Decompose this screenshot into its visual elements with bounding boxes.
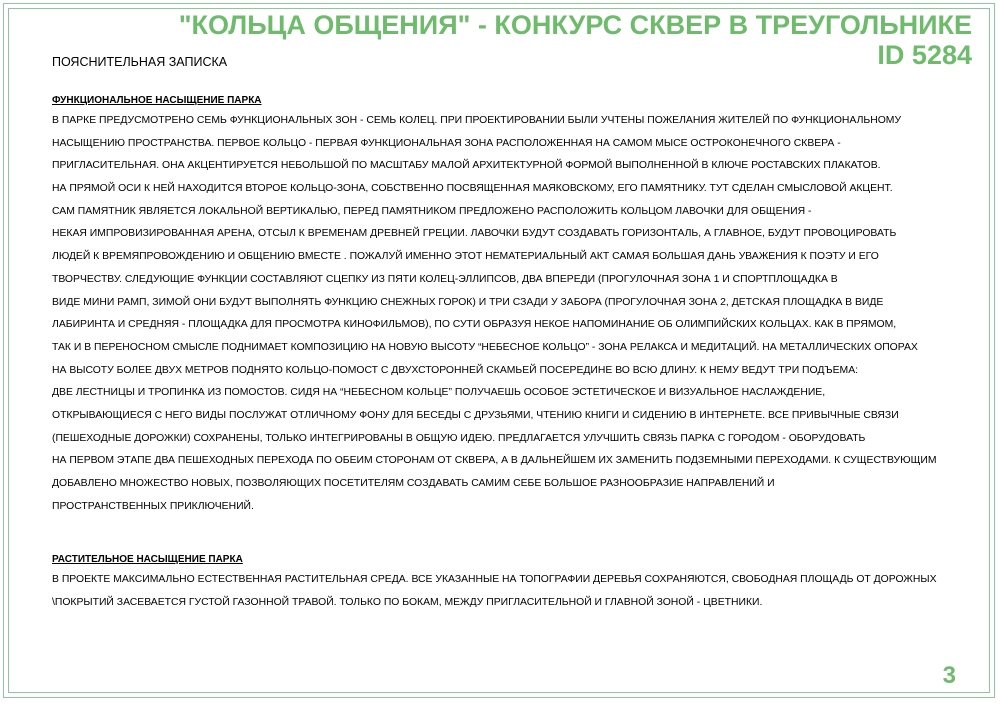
title-line-1: "КОЛЬЦА ОБЩЕНИЯ" - КОНКУРС СКВЕР В ТРЕУГОЛЬНИКЕ [178,10,972,40]
section-body-planting [52,573,937,618]
title-id: ID 5284 [877,40,972,70]
text-line: НА ПЕРВОМ ЭТАПЕ ДВА ПЕШЕХОДНЫХ ПЕРЕХОДА ПО ОБЕИМ СТОРОНАМ ОТ СКВЕРА, А В ДАЛЬНЕЙШЕМ ИХ ЗАМЕНИТЬ ПОДЗЕМНЫМИ ПЕРЕХОДАМИ. К СУЩЕСТВУЮЩИМ [52,455,937,467]
text-line: ТВОРЧЕСТВУ. СЛЕДУЮЩИЕ ФУНКЦИИ СОСТАВЛЯЮТ СЦЕПКУ ИЗ ПЯТИ КОЛЕЦ-ЭЛЛИПСОВ, ДВА ВПЕРЕДИ (ПРОГУЛОЧНАЯ ЗОНА 1 И СПОРТПЛОЩАДКА В [52,273,838,285]
text-line: ДВЕ ЛЕСТНИЦЫ И ТРОПИНКА ИЗ ПОМОСТОВ. СИДЯ НА “НЕБЕСНОМ КОЛЬЦЕ” ПОЛУЧАЕШЬ ОСОБОЕ ЭСТЕТИЧЕСКОЕ И ВИЗУАЛЬНОЕ НАСЛАЖДЕНИЕ, [52,387,826,399]
text-line: НА ПРЯМОЙ ОСИ К НЕЙ НАХОДИТСЯ ВТОРОЕ КОЛЬЦО-ЗОНА, СОБСТВЕННО ПОСВЯЩЕННАЯ МАЯКОВСКОМУ, ЕГО ПАМЯТНИКУ. ТУТ СДЕЛАН СМЫСЛОВОЙ АКЦЕНТ. [52,183,893,195]
section-heading-planting: РАСТИТЕЛЬНОЕ НАСЫЩЕНИЕ ПАРКА [52,554,243,565]
text-line: ТАК И В ПЕРЕНОСНОМ СМЫСЛЕ ПОДНИМАЕТ КОМПОЗИЦИЮ НА НОВУЮ ВЫСОТУ “НЕБЕСНОЕ КОЛЬЦО” - ЗОНА РЕЛАКСА И МЕДИТАЦИЙ. НА МЕТАЛЛИЧЕСКИХ ОПОРАХ [52,341,918,353]
text-line: (ПЕШЕХОДНЫЕ ДОРОЖКИ) СОХРАНЕНЫ, ТОЛЬКО ИНТЕГРИРОВАНЫ В ОБЩУЮ ИДЕЮ. ПРЕДЛАГАЕТСЯ УЛУЧШИТЬ СВЯЗЬ ПАРКА С ГОРОДОМ - ОБОРУДОВАТЬ [52,432,866,444]
text-line: НЕКАЯ ИМПРОВИЗИРОВАННАЯ АРЕНА, ОТСЫЛ К ВРЕМЕНАМ ДРЕВНЕЙ ГРЕЦИИ. ЛАВОЧКИ БУДУТ СОЗДАВАТЬ ГОРИЗОНТАЛЬ, А ГЛАВНОЕ, БУДУТ ПРОВОЦИРОВАТЬ [52,228,897,240]
text-line: ПРОСТРАНСТВЕННЫХ ПРИКЛЮЧЕНИЙ. [52,500,254,512]
text-line: НАСЫЩЕНИЮ ПРОСТРАНСТВА. ПЕРВОЕ КОЛЬЦО - ПЕРВАЯ ФУНКЦИОНАЛЬНАЯ ЗОНА РАСПОЛОЖЕННАЯ НА САМОМ МЫСЕ ОСТРОКОНЕЧНОГО СКВЕРА - [52,137,841,149]
section-body-functional [52,114,937,522]
page-title [179,10,972,70]
text-line: В ПРОЕКТЕ МАКСИМАЛЬНО ЕСТЕСТВЕННАЯ РАСТИТЕЛЬНАЯ СРЕДА. ВСЕ УКАЗАННЫЕ НА ТОПОГРАФИИ ДЕРЕВЬЯ СОХРАНЯЮТСЯ, СВОБОДНАЯ ПЛОЩАДЬ ОТ ДОРОЖНЫХ [52,574,937,585]
text-line: ДОБАВЛЕНО МНОЖЕСТВО НОВЫХ, ПОЗВОЛЯЮЩИХ ПОСЕТИТЕЛЯМ СОЗДАВАТЬ САМИМ СЕБЕ БОЛЬШОЕ РАЗНООБРАЗИЕ НАПРАВЛЕНИЙ И [52,478,775,489]
text-line: НА ВЫСОТУ БОЛЕЕ ДВУХ МЕТРОВ ПОДНЯТО КОЛЬЦО-ПОМОСТ С ДВУХСТОРОННЕЙ СКАМЬЕЙ ПОСЕРЕДИНЕ ВО ВСЮ ДЛИНУ. К НЕМУ ВЕДУТ ТРИ ПОДЪЕМА: [52,364,859,376]
document-subtitle: ПОЯСНИТЕЛЬНАЯ ЗАПИСКА [52,55,228,69]
text-line: \ПОКРЫТИЙ ЗАСЕВАЕТСЯ ГУСТОЙ ГАЗОННОЙ ТРАВОЙ. ТОЛЬКО ПО БОКАМ, МЕЖДУ ПРИГЛАСИТЕЛЬНОЙ И ГЛАВНОЙ ЗОНОЙ - ЦВЕТНИКИ. [52,596,763,608]
text-line: САМ ПАМЯТНИК ЯВЛЯЕТСЯ ЛОКАЛЬНОЙ ВЕРТИКАЛЬЮ, ПЕРЕД ПАМЯТНИКОМ ПРЕДЛОЖЕНО РАСПОЛОЖИТЬ КОЛЬЦОМ ЛАВОЧКИ ДЛЯ ОБЩЕНИЯ - [52,205,812,217]
text-line: ВИДЕ МИНИ РАМП, ЗИМОЙ ОНИ БУДУТ ВЫПОЛНЯТЬ ФУНКЦИЮ СНЕЖНЫХ ГОРОК) И ТРИ СЗАДИ У ЗАБОРА (ПРОГУЛОЧНАЯ ЗОНА 2, ДЕТСКАЯ ПЛОЩАДКА В ВИДЕ [52,296,884,308]
text-line: В ПАРКЕ ПРЕДУСМОТРЕНО СЕМЬ ФУНКЦИОНАЛЬНЫХ ЗОН - СЕМЬ КОЛЕЦ. ПРИ ПРОЕКТИРОВАНИИ БЫЛИ УЧТЕНЫ ПОЖЕЛАНИЯ ЖИТЕЛЕЙ ПО ФУНКЦИОНАЛЬНОМУ [52,115,902,126]
text-line: ПРИГЛАСИТЕЛЬНАЯ. ОНА АКЦЕНТИРУЕТСЯ НЕБОЛЬШОЙ ПО МАСШТАБУ МАЛОЙ АРХИТЕКТУРНОЙ ФОРМОЙ ВЫПОЛНЕННОЙ В КЛЮЧЕ РОСТАВСКИХ ПЛАКАТОВ. [52,160,881,172]
text-line: ЛЮДЕЙ К ВРЕМЯПРОВОЖДЕНИЮ И ОБЩЕНИЮ ВМЕСТЕ . ПОЖАЛУЙ ИМЕННО ЭТОТ НЕМАТЕРИАЛЬНЫЙ АКТ САМАЯ БОЛЬШАЯ ДАНЬ УВАЖЕНИЯ К ПОЭТУ И ЕГО [52,251,879,263]
page-number: 3 [942,662,956,689]
text-line: ЛАБИРИНТА И СРЕДНЯЯ - ПЛОЩАДКА ДЛЯ ПРОСМОТРА КИНОФИЛЬМОВ), ПО СУТИ ОБРАЗУЯ НЕКОЕ НАПОМИНАНИЕ ОБ ОЛИМПИЙСКИХ КОЛЬЦАХ. КАК В ПРЯМОМ, [52,319,897,331]
text-line: ОТКРЫВАЮЩИЕСЯ С НЕГО ВИДЫ ПОСЛУЖАТ ОТЛИЧНОМУ ФОНУ ДЛЯ БЕСЕДЫ С ДРУЗЬЯМИ, ЧТЕНИЮ КНИГИ И СИДЕНИЮ В ИНТЕРНЕТЕ. ВСЕ ПРИВЫЧНЫЕ СВЯЗИ [52,409,899,421]
section-heading-functional: ФУНКЦИОНАЛЬНОЕ НАСЫЩЕНИЕ ПАРКА [52,95,262,106]
